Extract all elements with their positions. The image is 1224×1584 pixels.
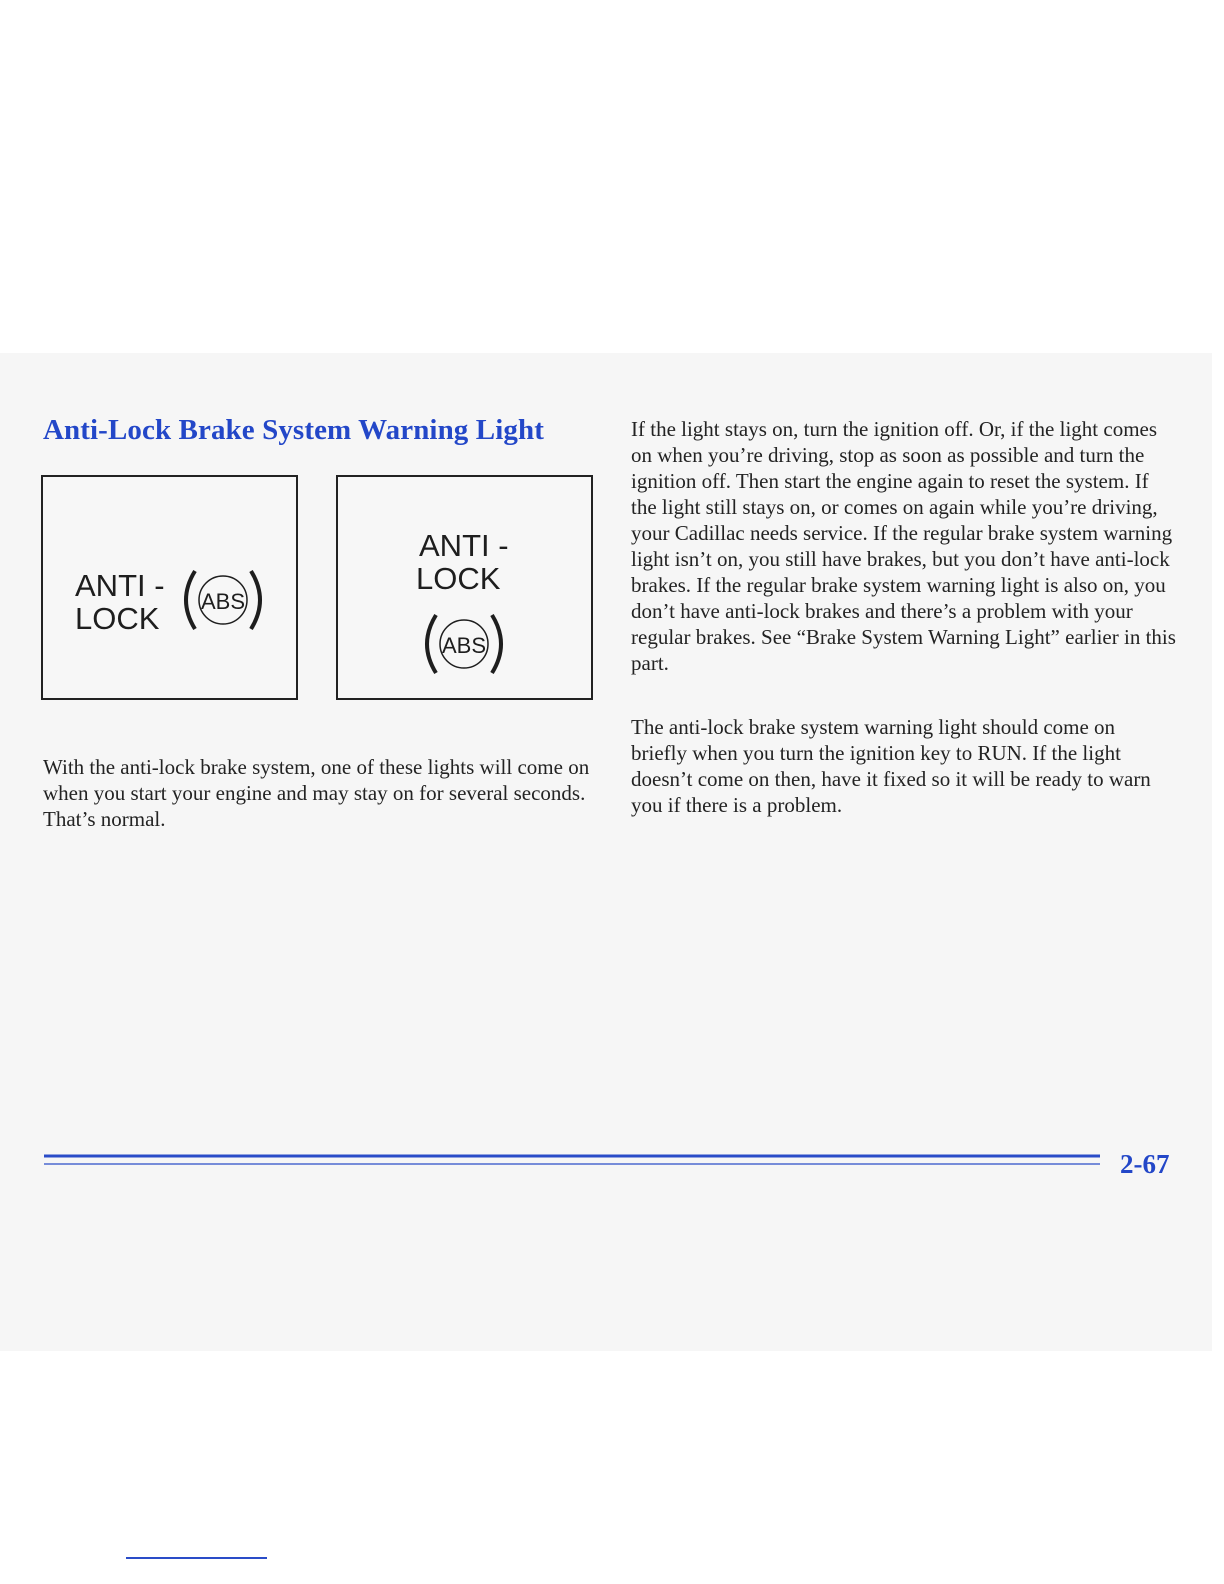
bulb-check-paragraph: The anti-lock brake system warning light should come on briefly when you turn the ignition key to RUN. If the light doesn’t come on then, have it fixed so it will be ready to warn you if there is a problem. (631, 715, 1151, 817)
lamp-label-anti: ANTI - (419, 528, 509, 563)
lamp-label-anti: ANTI - (75, 568, 165, 603)
abs-symbol-label: ABS (441, 633, 487, 658)
lamp-description-paragraph: With the anti-lock brake system, one of these lights will come on when you start your engine and may stay on for several seconds. That’s normal. (43, 755, 590, 831)
abs-brake-icon (416, 607, 512, 681)
section-heading: Anti-Lock Brake System Warning Light (43, 414, 544, 446)
warning-instructions-paragraph: If the light stays on, turn the ignition off. Or, if the light comes on when you’re driving, stop as soon as possible and turn the ignition off. Then start the engine again to reset the system. If the light still stays on, or comes on again while you’re driving, your Cadillac needs service. If the regular brake system warning light isn’t on, you still have brakes, but you don’t have anti-lock brakes. If the regular brake system warning light is also on, you don’t have anti-lock brakes and there’s a problem with your regular brakes. See “Brake System Warning Light” earlier in this part. (631, 417, 1176, 675)
lamp-label-lock: LOCK (75, 601, 160, 636)
bottom-link-underline (126, 1557, 267, 1559)
lamp-label-lock: LOCK (416, 561, 501, 596)
page-number: 2-67 (1120, 1149, 1170, 1179)
abs-lamp-horizontal (41, 475, 298, 700)
footer-rule (44, 1150, 1104, 1170)
abs-symbol-label: ABS (200, 589, 246, 614)
abs-lamp-stacked (336, 475, 593, 700)
abs-brake-icon (175, 563, 271, 637)
